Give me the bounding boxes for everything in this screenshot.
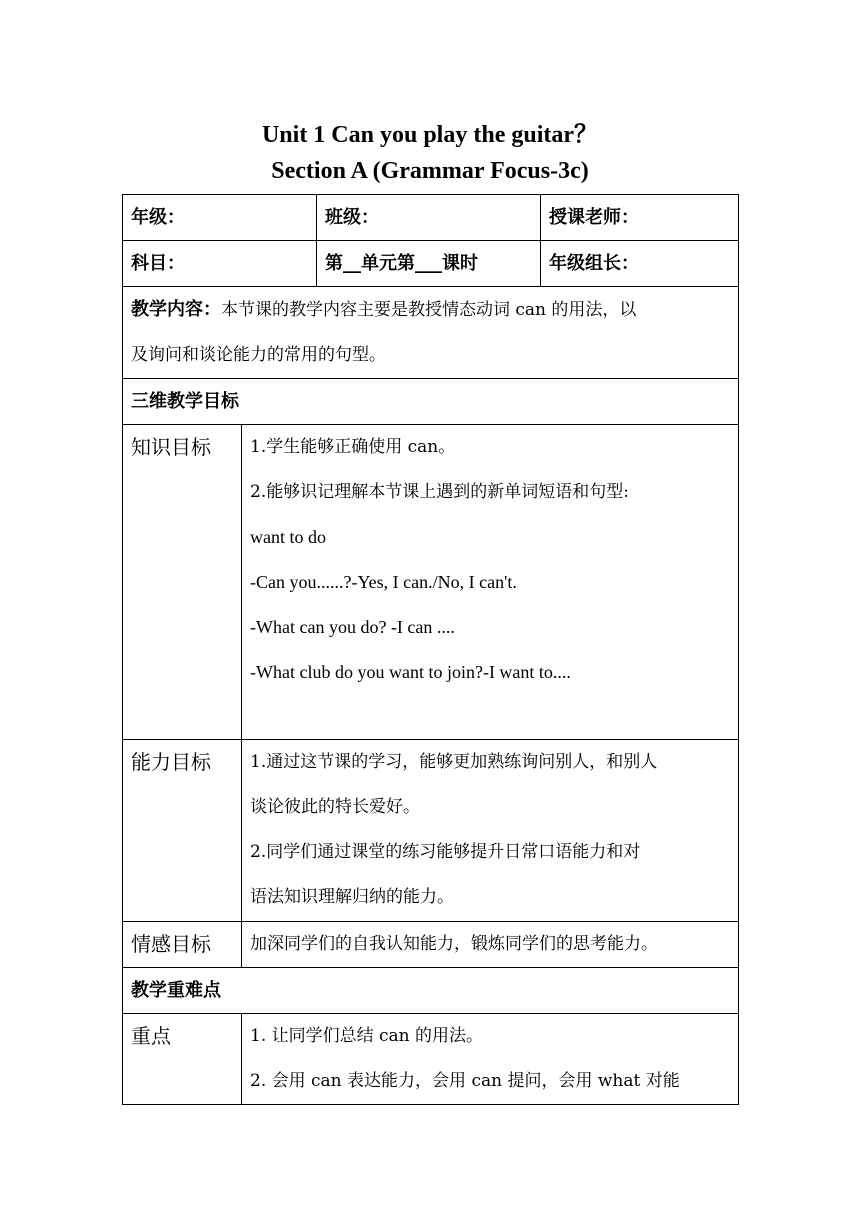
key-points-line-1: 1. 让同学们总结 can 的用法。 (250, 1026, 484, 1046)
ability-label: 能力目标 (123, 740, 242, 922)
knowledge-line-4: -Can you......?-Yes, I can./No, I can't. (250, 572, 517, 592)
emotion-content: 加深同学们的自我认知能力，锻炼同学们的思考能力。 (242, 922, 739, 968)
key-points-line-2: 2. 会用 can 表达能力，会用 can 提问，会用 what 对能 (250, 1071, 680, 1091)
ability-line-1: 1.通过这节课的学习，能够更加熟练询问别人，和别人 (250, 752, 658, 772)
key-points-row (123, 1014, 739, 1105)
knowledge-line-6: -What club do you want to join?-I want to.... (250, 662, 571, 682)
knowledge-line-2: 2.能够识记理解本节课上遇到的新单词短语和句型: (250, 482, 629, 502)
knowledge-row (123, 425, 739, 740)
teaching-content-cell (123, 287, 739, 379)
document-title: Unit 1 Can you play the guitar？ (261, 122, 599, 148)
knowledge-line-5: -What can you do? -I can .... (250, 617, 455, 637)
key-difficult-heading: 教学重难点 (123, 968, 739, 1014)
ability-content (242, 740, 739, 922)
key-points-content (242, 1014, 739, 1105)
teaching-content-label: 教学内容： (131, 299, 221, 320)
knowledge-line-3: want to do (250, 527, 326, 547)
subject-cell: 科目： (123, 241, 317, 287)
teaching-content-text-2: 及询问和谈论能力的常用的句型。 (131, 345, 386, 365)
unit-period-cell: 第__单元第___课时 (317, 241, 541, 287)
ability-line-2: 谈论彼此的特长爱好。 (250, 797, 420, 817)
document-subtitle: Section A (Grammar Focus-3c) (271, 158, 589, 184)
emotion-row (123, 922, 739, 968)
knowledge-content (242, 425, 739, 740)
teaching-content-row (123, 287, 739, 379)
key-points-label: 重点 (123, 1014, 242, 1105)
ability-row (123, 740, 739, 922)
ability-line-3: 2.同学们通过课堂的练习能够提升日常口语能力和对 (250, 842, 641, 862)
ability-line-4: 语法知识理解归纳的能力。 (250, 887, 454, 907)
teaching-content-text-1: 本节课的教学内容主要是教授情态动词 can 的用法，以 (221, 300, 637, 320)
knowledge-label: 知识目标 (123, 425, 242, 740)
class-cell: 班级： (317, 195, 541, 241)
objectives-heading: 三维教学目标 (123, 379, 739, 425)
teaching-content-line-1 (131, 287, 730, 333)
header-row-1 (123, 195, 739, 241)
teacher-cell: 授课老师： (541, 195, 739, 241)
knowledge-line-1: 1.学生能够正确使用 can。 (250, 437, 456, 457)
header-row-2 (123, 241, 739, 287)
lesson-plan-table (122, 194, 739, 1105)
grade-cell: 年级： (123, 195, 317, 241)
key-difficult-heading-row (123, 968, 739, 1014)
objectives-heading-row (123, 379, 739, 425)
emotion-label: 情感目标 (123, 922, 242, 968)
group-leader-cell: 年级组长： (541, 241, 739, 287)
